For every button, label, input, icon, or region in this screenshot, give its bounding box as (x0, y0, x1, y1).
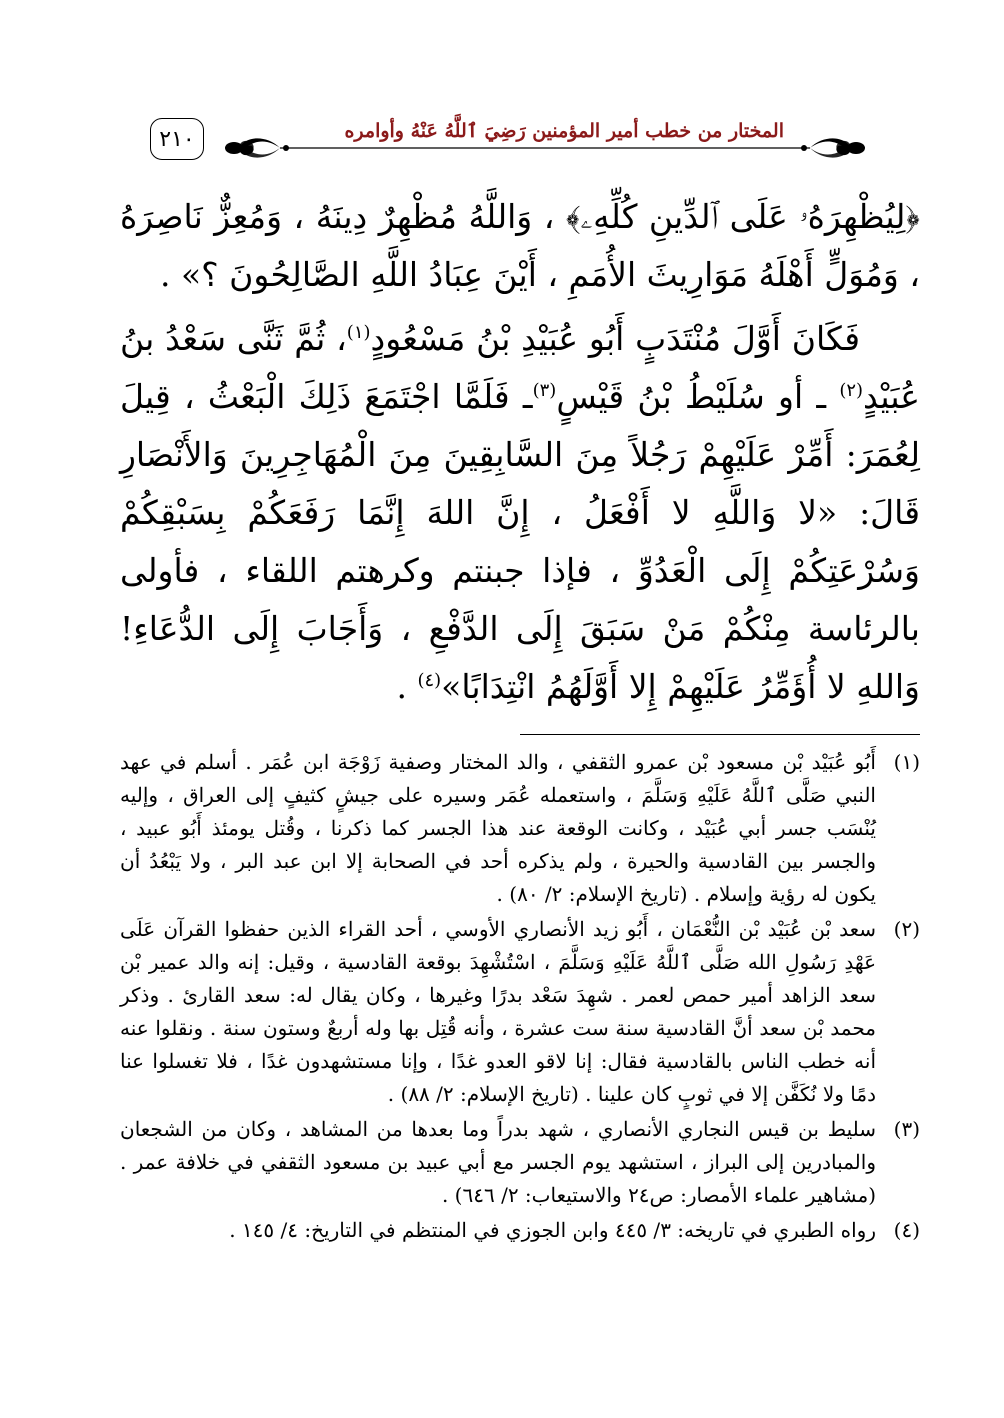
footnote-ref-1[interactable]: (١) (346, 322, 371, 343)
footnote-text: سعد بْن عُبَيْد بْن النُّعْمَان ، أَبُو زيد الأنصاري الأوسي ، أحد القراء الذين حفظوا القرآن عَلَى عَهْدِ رَسُولِ الله صَلَّى ٱللَّهُ عَلَيْهِ وَسَلَّمَ ، اسْتُشْهِدَ بوقعة القادسية ، وقيل: إنه والد عمير بْن سعد الزاهد أمير حمص لعمر . شهِدَ سَعْد بدرًا وغيرها ، وكان يقال له: سعد القارئ . وذكر محمد بْن سعد أنَّ القادسية سنة ست عشرة ، وأنه قُتِل بها وله أربعٌ وستون سنة . ونقلوا عنه أنه خطب الناس بالقادسية فقال: إنا لاقو العدو غدًا ، وإنا مستشهدون غدًا ، فلا تغسلوا عنا دمًا ولا نُكَفَّن إلا في ثوبٍ كان علينا . (تاريخ الإسلام: ٢/ ٨٨) . (120, 917, 876, 1106)
footnote-ref-3[interactable]: (٣) (532, 380, 557, 401)
footnote-ref-4[interactable]: (٤) (417, 670, 442, 691)
footnote-2 (120, 913, 920, 1111)
paragraph-2-part-d: ـ فَلَمَّا اجْتَمَعَ ذَلِكَ الْبَعْثُ ، قِيلَ لِعُمَرَ: أَمِّرْ عَلَيْهِمْ رَجُلاً مِنَ السَّابِقِينَ مِنَ الْمُهَاجِرِينَ وَالأَنْصَارِ قَالَ: «لا وَاللَّهِ لا أَفْعَلُ ، إِنَّ اللهَ إِنَّمَا رَفَعَكُمْ بِسَبْقِكُمْ وَسُرْعَتِكُمْ إِلَى الْعَدُوِّ ، فإذا جبنتم وكرهتم اللقاء ، فأولى بالرئاسة مِنْكُمْ مَنْ سَبَقَ إِلَى الدَّفْعِ ، وَأَجَابَ إِلَى الدُّعَاءِ! وَاللهِ لا أُؤَمِّرُ عَلَيْهِمْ إِلا أَوَّلَهُمُ انْتِدَابًا» (120, 377, 920, 706)
footnote-number: (٣) (893, 1117, 920, 1141)
footnote-1 (120, 746, 920, 911)
paragraph-2-part-c: ـ أو سُلَيْطُ بْنُ قَيْسٍ (556, 377, 827, 416)
footnote-3 (120, 1113, 920, 1212)
paragraph-2-part-b: ، ثُمَّ ثَنَّى سَعْدُ بنُ عُبَيْدٍ (120, 319, 920, 416)
paragraph-2 (120, 310, 920, 716)
page-number: ٢١٠ (150, 118, 204, 160)
page-header (150, 118, 870, 178)
footnote-number: (١) (893, 750, 920, 774)
footnote-text: رواه الطبري في تاريخه: ٣/ ٤٤٥ وابن الجوزي في المنتظم في التاريخ: ٤/ ١٤٥ . (229, 1218, 876, 1242)
footnote-text: سليط بن قيس النجاري الأنصاري ، شهد بدراً وما بعدها من المشاهد ، وكان من الشجعان والمبادرين إلى البراز ، استشهد يوم الجسر مع أبي عبيد بن مسعود الثقفي في خلافة عمر . (مشاهير علماء الأمصار: ص٢٤ والاستيعاب: ٢/ ٦٤٦) . (120, 1117, 876, 1207)
footnotes (120, 746, 920, 1249)
footnote-ref-2[interactable]: (٢) (839, 380, 864, 401)
footnote-divider (520, 734, 920, 735)
footnote-4 (120, 1214, 920, 1247)
main-text (120, 188, 920, 716)
footnote-text: أَبُو عُبَيْد بْن مسعود بْن عمرو الثقفي ، والد المختار وصفية زَوْجَة ابن عُمَر . أسلم في عهد النبي صَلَّى ٱللَّهُ عَلَيْهِ وَسَلَّمَ ، واستعمله عُمَر وسيره على جيشٍ كثيفٍ إلى العراق ، وإليه يُنْسَب جسر أبي عُبَيْد ، وكانت الوقعة عند هذا الجسر كما ذكرنا ، وقُتل يومئذ أَبُو عبيد ، والجسر بين القادسية والحيرة ، ولم يذكره أحد في الصحابة إلا ابن عبد البر ، ولا يَبْعُدُ أن يكون له رؤية وإسلام . (تاريخ الإسلام: ٢/ ٨٠) . (120, 750, 876, 906)
footnote-number: (٤) (893, 1218, 920, 1242)
paragraph-2-end: . (396, 667, 418, 706)
paragraph-1: ﴿لِيُظْهِرَهُۥ عَلَى ٱلدِّينِ كُلِّهِۦ﴾ ، وَاللَّهُ مُظْهِرٌ دِينَهُ ، وَمُعِزٌّ نَاصِرَهُ ، وَمُوَلٍّ أَهْلَهُ مَوَارِيثَ الأُمَمِ ، أَيْنَ عِبَادُ اللَّهِ الصَّالِحُونَ ؟» . (120, 197, 920, 294)
running-title: المختار من خطب أمير المؤمنين رَضِيَ ٱللَّهُ عَنْهُ وأوامره (338, 120, 790, 142)
footnote-number: (٢) (893, 917, 920, 941)
paragraph-2-part-a: فَكَانَ أَوَّلَ مُنْتَدَبٍ أَبُو عُبَيْدِ بْنُ مَسْعُودٍ (370, 319, 861, 358)
